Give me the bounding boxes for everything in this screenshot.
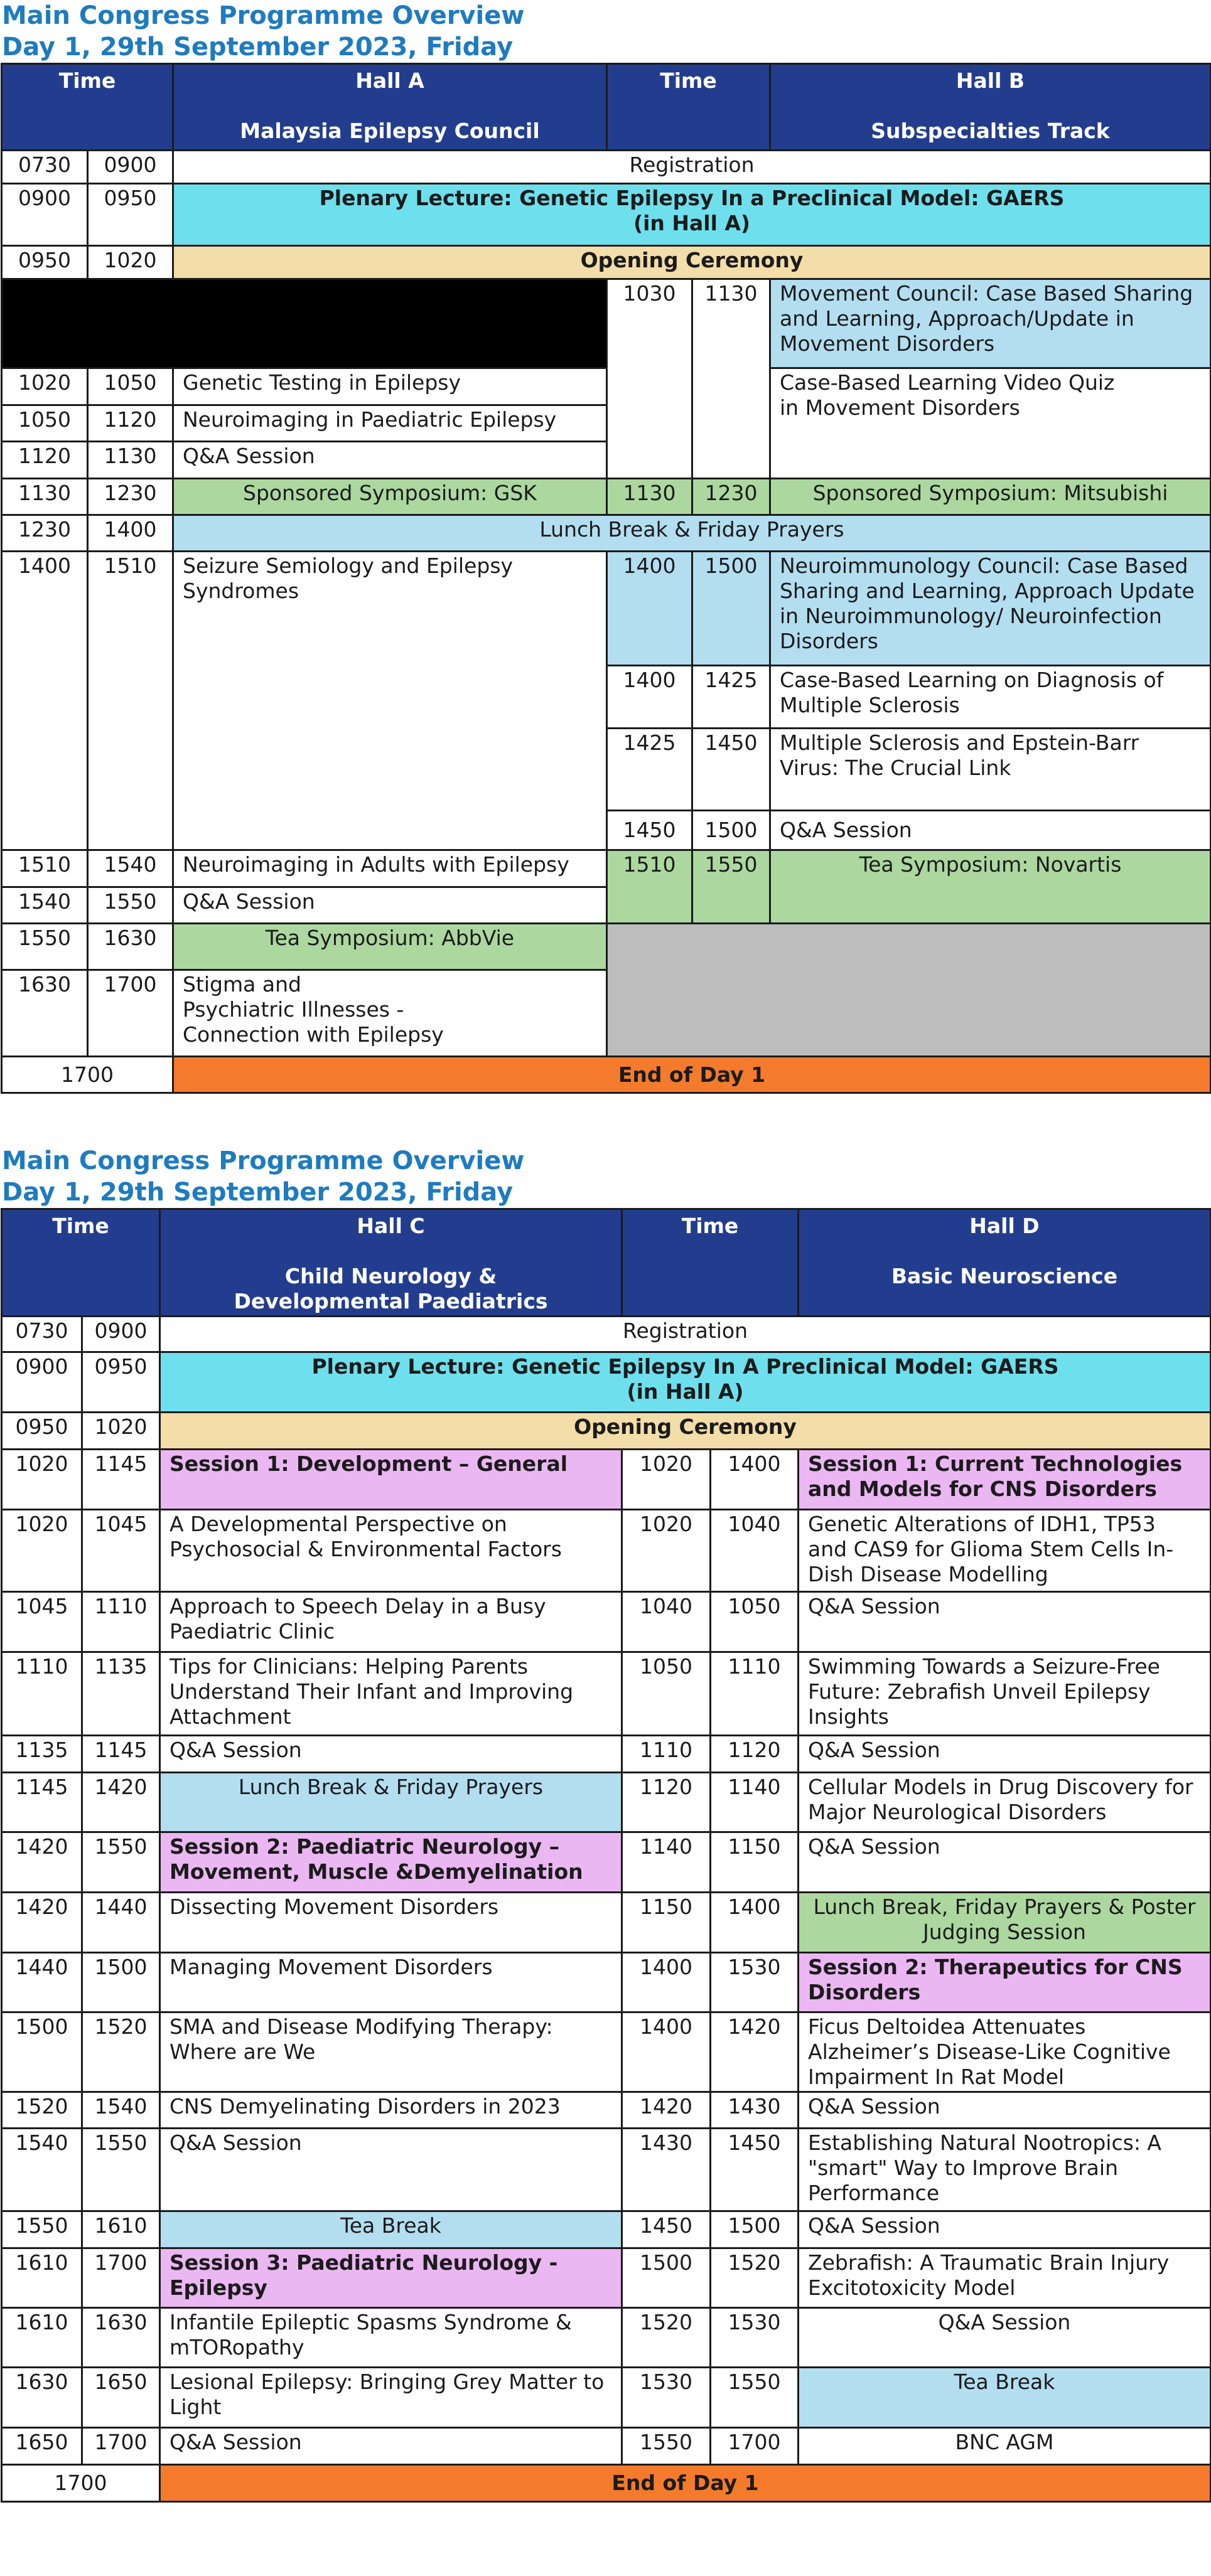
hall-c-session-cell: Approach to Speech Delay in a Busy Paediatric Clinic <box>160 1592 622 1652</box>
hall-d-title: Hall D <box>969 1214 1040 1238</box>
end-time: 1120 <box>711 1736 799 1773</box>
table-row <box>2 552 1211 666</box>
end-time: 1700 <box>2 2465 160 2502</box>
end-time: 1550 <box>82 2129 160 2211</box>
start-time: 1400 <box>622 2012 711 2092</box>
table-row <box>2 2308 1211 2368</box>
start-time: 1425 <box>607 729 692 811</box>
hall-c-title: Hall C <box>357 1214 425 1238</box>
stigma-cell <box>173 970 607 1057</box>
start-time: 0730 <box>2 1317 82 1352</box>
qa-session-cell: Q&A Session <box>770 811 1211 850</box>
start-time: 1040 <box>622 1592 711 1652</box>
hall-b-subtitle: Subspecialties Track <box>871 119 1110 143</box>
table-header-row <box>2 1209 1211 1317</box>
end-time: 1145 <box>82 1450 160 1510</box>
table-row <box>2 1592 1211 1652</box>
start-time: 1550 <box>622 2428 711 2465</box>
session-cell: Multiple Sclerosis and Epstein-Barr Virus: The Crucial Link <box>770 729 1211 811</box>
table-row <box>2 850 1211 887</box>
start-time: 1550 <box>2 924 88 970</box>
end-time: 0950 <box>88 184 173 246</box>
start-time: 0950 <box>2 1413 82 1450</box>
time-header-right: Time <box>622 1209 799 1317</box>
time-header: Time <box>2 1209 160 1317</box>
hall-a-header <box>173 64 607 151</box>
mitsubishi-symposium-cell: Sponsored Symposium: Mitsubishi <box>770 479 1211 515</box>
hall-c-session-cell: Tips for Clinicians: Helping Parents Understand Their Infant and Improving Attachment <box>160 1652 622 1736</box>
end-time: 1550 <box>711 2368 799 2428</box>
end-time: 1540 <box>88 850 173 887</box>
registration-cell: Registration <box>173 151 1211 184</box>
hall-c-session-cell: Q&A Session <box>160 2129 622 2211</box>
empty-grey-block <box>607 924 1211 1057</box>
time-header-right: Time <box>607 64 770 151</box>
end-of-day-cell: End of Day 1 <box>160 2465 1211 2502</box>
end-time: 1530 <box>711 1953 799 2012</box>
cell-line: (in Hall A) <box>627 1379 744 1404</box>
programme-section-hall-a-b <box>0 0 1211 1094</box>
hall-c-session-cell: Q&A Session <box>160 2428 622 2465</box>
table-row <box>2 1352 1211 1413</box>
plenary-lecture-cell <box>160 1352 1211 1413</box>
start-time: 1540 <box>2 887 88 924</box>
plenary-title: Plenary Lecture: Genetic Epilepsy In a Preclinical Model: GAERS <box>319 186 1065 210</box>
hall-c-subtitle-2: Developmental Paediatrics <box>234 1289 548 1313</box>
stigma-line-2: Psychiatric Illnesses - <box>183 997 404 1022</box>
opening-ceremony-cell: Opening Ceremony <box>173 246 1211 279</box>
hall-d-subtitle: Basic Neuroscience <box>891 1264 1118 1288</box>
start-time: 1400 <box>607 552 692 666</box>
end-time: 1120 <box>88 405 173 442</box>
hall-a-subtitle: Malaysia Epilepsy Council <box>240 119 540 143</box>
table-row <box>2 246 1211 279</box>
hall-c-session-cell: A Developmental Perspective on Psychosocial & Environmental Factors <box>160 1510 622 1592</box>
title-line-2: Day 1, 29th September 2023, Friday <box>2 1178 514 1207</box>
start-time: 1400 <box>607 666 692 729</box>
end-time: 1540 <box>82 2092 160 2129</box>
end-time: 1130 <box>692 279 770 479</box>
end-time: 1140 <box>711 1773 799 1832</box>
end-time: 1230 <box>692 479 770 515</box>
end-time: 1630 <box>88 924 173 970</box>
table-row <box>2 515 1211 552</box>
start-time: 0950 <box>2 246 88 279</box>
start-time: 1450 <box>622 2211 711 2248</box>
video-quiz-cell <box>770 368 1211 479</box>
start-time: 1420 <box>2 1832 82 1893</box>
hall-d-session-cell: Ficus Deltoidea Attenuates Alzheimer’s Disease-Like Cognitive Impairment In Rat Model <box>799 2012 1211 2092</box>
hall-d-session-cell: Q&A Session <box>799 2308 1211 2368</box>
table-row <box>2 1057 1211 1093</box>
opening-ceremony-cell: Opening Ceremony <box>160 1413 1211 1450</box>
time-header: Time <box>2 64 173 151</box>
start-time: 1020 <box>622 1450 711 1510</box>
end-time: 1500 <box>711 2211 799 2248</box>
end-time: 1150 <box>711 1832 799 1893</box>
start-time: 1130 <box>2 479 88 515</box>
start-time: 1610 <box>2 2308 82 2368</box>
table-row <box>2 1652 1211 1736</box>
start-time: 1420 <box>622 2092 711 2129</box>
table-row <box>2 1893 1211 1953</box>
table-row <box>2 2129 1211 2211</box>
start-time: 1030 <box>607 279 692 479</box>
table-header-row <box>2 64 1211 151</box>
plenary-location: (in Hall A) <box>633 211 750 235</box>
qa-session-cell: Q&A Session <box>173 442 607 479</box>
hall-d-session-cell: Q&A Session <box>799 1832 1211 1893</box>
end-time: 1630 <box>82 2308 160 2368</box>
hall-a-title: Hall A <box>355 68 424 93</box>
end-time: 1700 <box>82 2428 160 2465</box>
table-row <box>2 2248 1211 2308</box>
start-time: 1610 <box>2 2248 82 2308</box>
registration-cell: Registration <box>160 1317 1211 1352</box>
start-time: 1020 <box>2 368 88 405</box>
schedule-table-hall-c-d <box>1 1208 1211 2503</box>
title-line-1: Main Congress Programme Overview <box>2 1146 525 1175</box>
start-time: 1440 <box>2 1953 82 2012</box>
end-time: 1135 <box>82 1652 160 1736</box>
start-time: 1400 <box>2 552 88 850</box>
end-time: 1130 <box>88 442 173 479</box>
title-line-2: Day 1, 29th September 2023, Friday <box>2 33 514 61</box>
start-time: 0900 <box>2 1352 82 1413</box>
session-cell: Neuroimaging in Paediatric Epilepsy <box>173 405 607 442</box>
start-time: 1500 <box>622 2248 711 2308</box>
start-time: 1520 <box>622 2308 711 2368</box>
start-time: 1450 <box>607 811 692 850</box>
redacted-block <box>2 279 607 368</box>
table-row <box>2 1317 1211 1352</box>
table-row <box>2 1510 1211 1592</box>
table-row <box>2 924 1211 970</box>
start-time: 1130 <box>607 479 692 515</box>
hall-c-session-cell: Session 1: Development – General <box>160 1450 622 1510</box>
table-row <box>2 1832 1211 1893</box>
end-time: 1450 <box>711 2129 799 2211</box>
hall-c-session-cell: Session 3: Paediatric Neurology - Epilepsy <box>160 2248 622 2308</box>
hall-d-session-cell: Zebrafish: A Traumatic Brain Injury Excitotoxicity Model <box>799 2248 1211 2308</box>
hall-b-title: Hall B <box>955 68 1025 93</box>
hall-c-session-cell: Tea Break <box>160 2211 622 2248</box>
end-time: 1550 <box>692 850 770 924</box>
end-time: 1430 <box>711 2092 799 2129</box>
hall-d-session-cell: Q&A Session <box>799 1736 1211 1773</box>
gsk-symposium-cell: Sponsored Symposium: GSK <box>173 479 607 515</box>
hall-d-session-cell: Establishing Natural Nootropics: A "smart" Way to Improve Brain Performance <box>799 2129 1211 2211</box>
start-time: 1020 <box>2 1450 82 1510</box>
neuroimmunology-council-cell: Neuroimmunology Council: Case Based Sharing and Learning, Approach Update in Neuroimmunology/ Neuroinfection Disorders <box>770 552 1211 666</box>
start-time: 1230 <box>2 515 88 552</box>
end-time: 1400 <box>711 1450 799 1510</box>
hall-c-session-cell: Lesional Epilepsy: Bringing Grey Matter to Light <box>160 2368 622 2428</box>
end-time: 1500 <box>82 1953 160 2012</box>
title-line-1: Main Congress Programme Overview <box>2 1 525 30</box>
session-cell: Case-Based Learning on Diagnosis of Multiple Sclerosis <box>770 666 1211 729</box>
end-time: 1040 <box>711 1510 799 1592</box>
table-row <box>2 184 1211 246</box>
table-row <box>2 479 1211 515</box>
movement-council-cell: Movement Council: Case Based Sharing and Learning, Approach/Update in Movement Disorders <box>770 279 1211 368</box>
start-time: 1650 <box>2 2428 82 2465</box>
hall-d-session-cell: Q&A Session <box>799 2092 1211 2129</box>
session-cell: Genetic Testing in Epilepsy <box>173 368 607 405</box>
stigma-line-3: Connection with Epilepsy <box>183 1022 444 1047</box>
session-cell: Neuroimaging in Adults with Epilepsy <box>173 850 607 887</box>
start-time: 1120 <box>622 1773 711 1832</box>
hall-c-session-cell: Managing Movement Disorders <box>160 1953 622 2012</box>
end-time: 1420 <box>711 2012 799 2092</box>
semiology-cell: Seizure Semiology and Epilepsy Syndromes <box>173 552 607 850</box>
hall-c-subtitle-1: Child Neurology & <box>284 1264 497 1288</box>
video-quiz-line-1: Case-Based Learning Video Quiz <box>780 370 1115 395</box>
end-time: 1500 <box>692 811 770 850</box>
end-time: 1425 <box>692 666 770 729</box>
end-time: 1400 <box>88 515 173 552</box>
qa-session-cell: Q&A Session <box>173 887 607 924</box>
start-time: 1510 <box>607 850 692 924</box>
table-row <box>2 1413 1211 1450</box>
table-row <box>2 368 1211 405</box>
cell-line: Plenary Lecture: Genetic Epilepsy In A Preclinical Model: GAERS <box>311 1354 1059 1379</box>
hall-c-session-cell: Q&A Session <box>160 1736 622 1773</box>
end-time: 1500 <box>692 552 770 666</box>
hall-d-session-cell: Genetic Alterations of IDH1, TP53 and CAS9 for Glioma Stem Cells In-Dish Disease Modelling <box>799 1510 1211 1592</box>
hall-d-session-cell: Session 2: Therapeutics for CNS Disorders <box>799 1953 1211 2012</box>
end-time: 1145 <box>82 1736 160 1773</box>
page-title <box>0 0 1211 63</box>
start-time: 1530 <box>622 2368 711 2428</box>
end-time: 0900 <box>88 151 173 184</box>
table-row <box>2 2012 1211 2092</box>
table-row <box>2 1773 1211 1832</box>
hall-b-header <box>770 64 1211 151</box>
start-time: 1135 <box>2 1736 82 1773</box>
table-row <box>2 1450 1211 1510</box>
table-row <box>2 2428 1211 2465</box>
table-row <box>2 2211 1211 2248</box>
start-time: 1520 <box>2 2092 82 2129</box>
table-row <box>2 2368 1211 2428</box>
hall-d-session-cell: BNC AGM <box>799 2428 1211 2465</box>
lunch-break-cell: Lunch Break & Friday Prayers <box>173 515 1211 552</box>
end-time: 1530 <box>711 2308 799 2368</box>
start-time: 0900 <box>2 184 88 246</box>
end-time: 1520 <box>82 2012 160 2092</box>
start-time: 1020 <box>622 1510 711 1592</box>
programme-section-hall-c-d <box>0 1145 1211 2503</box>
hall-d-session-cell: Swimming Towards a Seizure-Free Future: Zebrafish Unveil Epilepsy Insights <box>799 1652 1211 1736</box>
start-time: 1540 <box>2 2129 82 2211</box>
start-time: 1045 <box>2 1592 82 1652</box>
start-time: 0730 <box>2 151 88 184</box>
hall-d-header <box>799 1209 1211 1317</box>
end-time: 0900 <box>82 1317 160 1352</box>
start-time: 1110 <box>622 1736 711 1773</box>
end-time: 1700 <box>88 970 173 1057</box>
abbvie-symposium-cell: Tea Symposium: AbbVie <box>173 924 607 970</box>
hall-d-session-cell: Session 1: Current Technologies and Models for CNS Disorders <box>799 1450 1211 1510</box>
end-time: 1700 <box>82 2248 160 2308</box>
start-time: 1550 <box>2 2211 82 2248</box>
hall-d-session-cell: Tea Break <box>799 2368 1211 2428</box>
end-time: 1550 <box>88 887 173 924</box>
table-row <box>2 1953 1211 2012</box>
start-time: 1050 <box>622 1652 711 1736</box>
hall-d-session-cell: Q&A Session <box>799 1592 1211 1652</box>
table-row <box>2 2465 1211 2502</box>
end-time: 1440 <box>82 1893 160 1953</box>
end-time: 1400 <box>711 1893 799 1953</box>
table-row <box>2 151 1211 184</box>
hall-c-session-cell: SMA and Disease Modifying Therapy: Where are We <box>160 2012 622 2092</box>
end-time: 0950 <box>82 1352 160 1413</box>
video-quiz-line-2: in Movement Disorders <box>780 395 1020 420</box>
start-time: 1020 <box>2 1510 82 1592</box>
start-time: 1510 <box>2 850 88 887</box>
end-time: 1520 <box>711 2248 799 2308</box>
end-time: 1450 <box>692 729 770 811</box>
end-time: 1550 <box>82 1832 160 1893</box>
hall-c-session-cell: Infantile Epileptic Spasms Syndrome & mTORopathy <box>160 2308 622 2368</box>
end-time: 1045 <box>82 1510 160 1592</box>
end-time: 1020 <box>82 1413 160 1450</box>
start-time: 1110 <box>2 1652 82 1736</box>
schedule-table-hall-a-b <box>1 63 1211 1094</box>
start-time: 1140 <box>622 1832 711 1893</box>
start-time: 1500 <box>2 2012 82 2092</box>
end-time: 1230 <box>88 479 173 515</box>
hall-d-session-cell: Q&A Session <box>799 2211 1211 2248</box>
start-time: 1420 <box>2 1893 82 1953</box>
end-time: 1110 <box>82 1592 160 1652</box>
end-time: 1510 <box>88 552 173 850</box>
table-row <box>2 1736 1211 1773</box>
end-time: 1110 <box>711 1652 799 1736</box>
end-time: 1650 <box>82 2368 160 2428</box>
end-time: 1050 <box>711 1592 799 1652</box>
novartis-symposium-cell: Tea Symposium: Novartis <box>770 850 1211 924</box>
start-time: 1150 <box>622 1893 711 1953</box>
plenary-lecture-cell <box>173 184 1211 246</box>
end-time: 1420 <box>82 1773 160 1832</box>
end-time: 1020 <box>88 246 173 279</box>
table-row <box>2 279 1211 368</box>
end-time: 1610 <box>82 2211 160 2248</box>
hall-d-session-cell: Cellular Models in Drug Discovery for Major Neurological Disorders <box>799 1773 1211 1832</box>
start-time: 1120 <box>2 442 88 479</box>
start-time: 1630 <box>2 2368 82 2428</box>
end-time: 1700 <box>711 2428 799 2465</box>
hall-c-session-cell: Dissecting Movement Disorders <box>160 1893 622 1953</box>
start-time: 1630 <box>2 970 88 1057</box>
hall-c-session-cell: Session 2: Paediatric Neurology – Movement, Muscle &Demyelination <box>160 1832 622 1893</box>
stigma-line-1: Stigma and <box>183 972 301 997</box>
end-of-day-cell: End of Day 1 <box>173 1057 1211 1093</box>
hall-c-session-cell: Lunch Break & Friday Prayers <box>160 1773 622 1832</box>
start-time: 1145 <box>2 1773 82 1832</box>
hall-c-session-cell: CNS Demyelinating Disorders in 2023 <box>160 2092 622 2129</box>
start-time: 1400 <box>622 1953 711 2012</box>
hall-c-header <box>160 1209 622 1317</box>
hall-d-session-cell: Lunch Break, Friday Prayers & Poster Judging Session <box>799 1893 1211 1953</box>
page-title <box>0 1145 1211 1208</box>
end-time: 1050 <box>88 368 173 405</box>
start-time: 1430 <box>622 2129 711 2211</box>
start-time: 1050 <box>2 405 88 442</box>
table-row <box>2 2092 1211 2129</box>
end-time: 1700 <box>2 1057 173 1093</box>
